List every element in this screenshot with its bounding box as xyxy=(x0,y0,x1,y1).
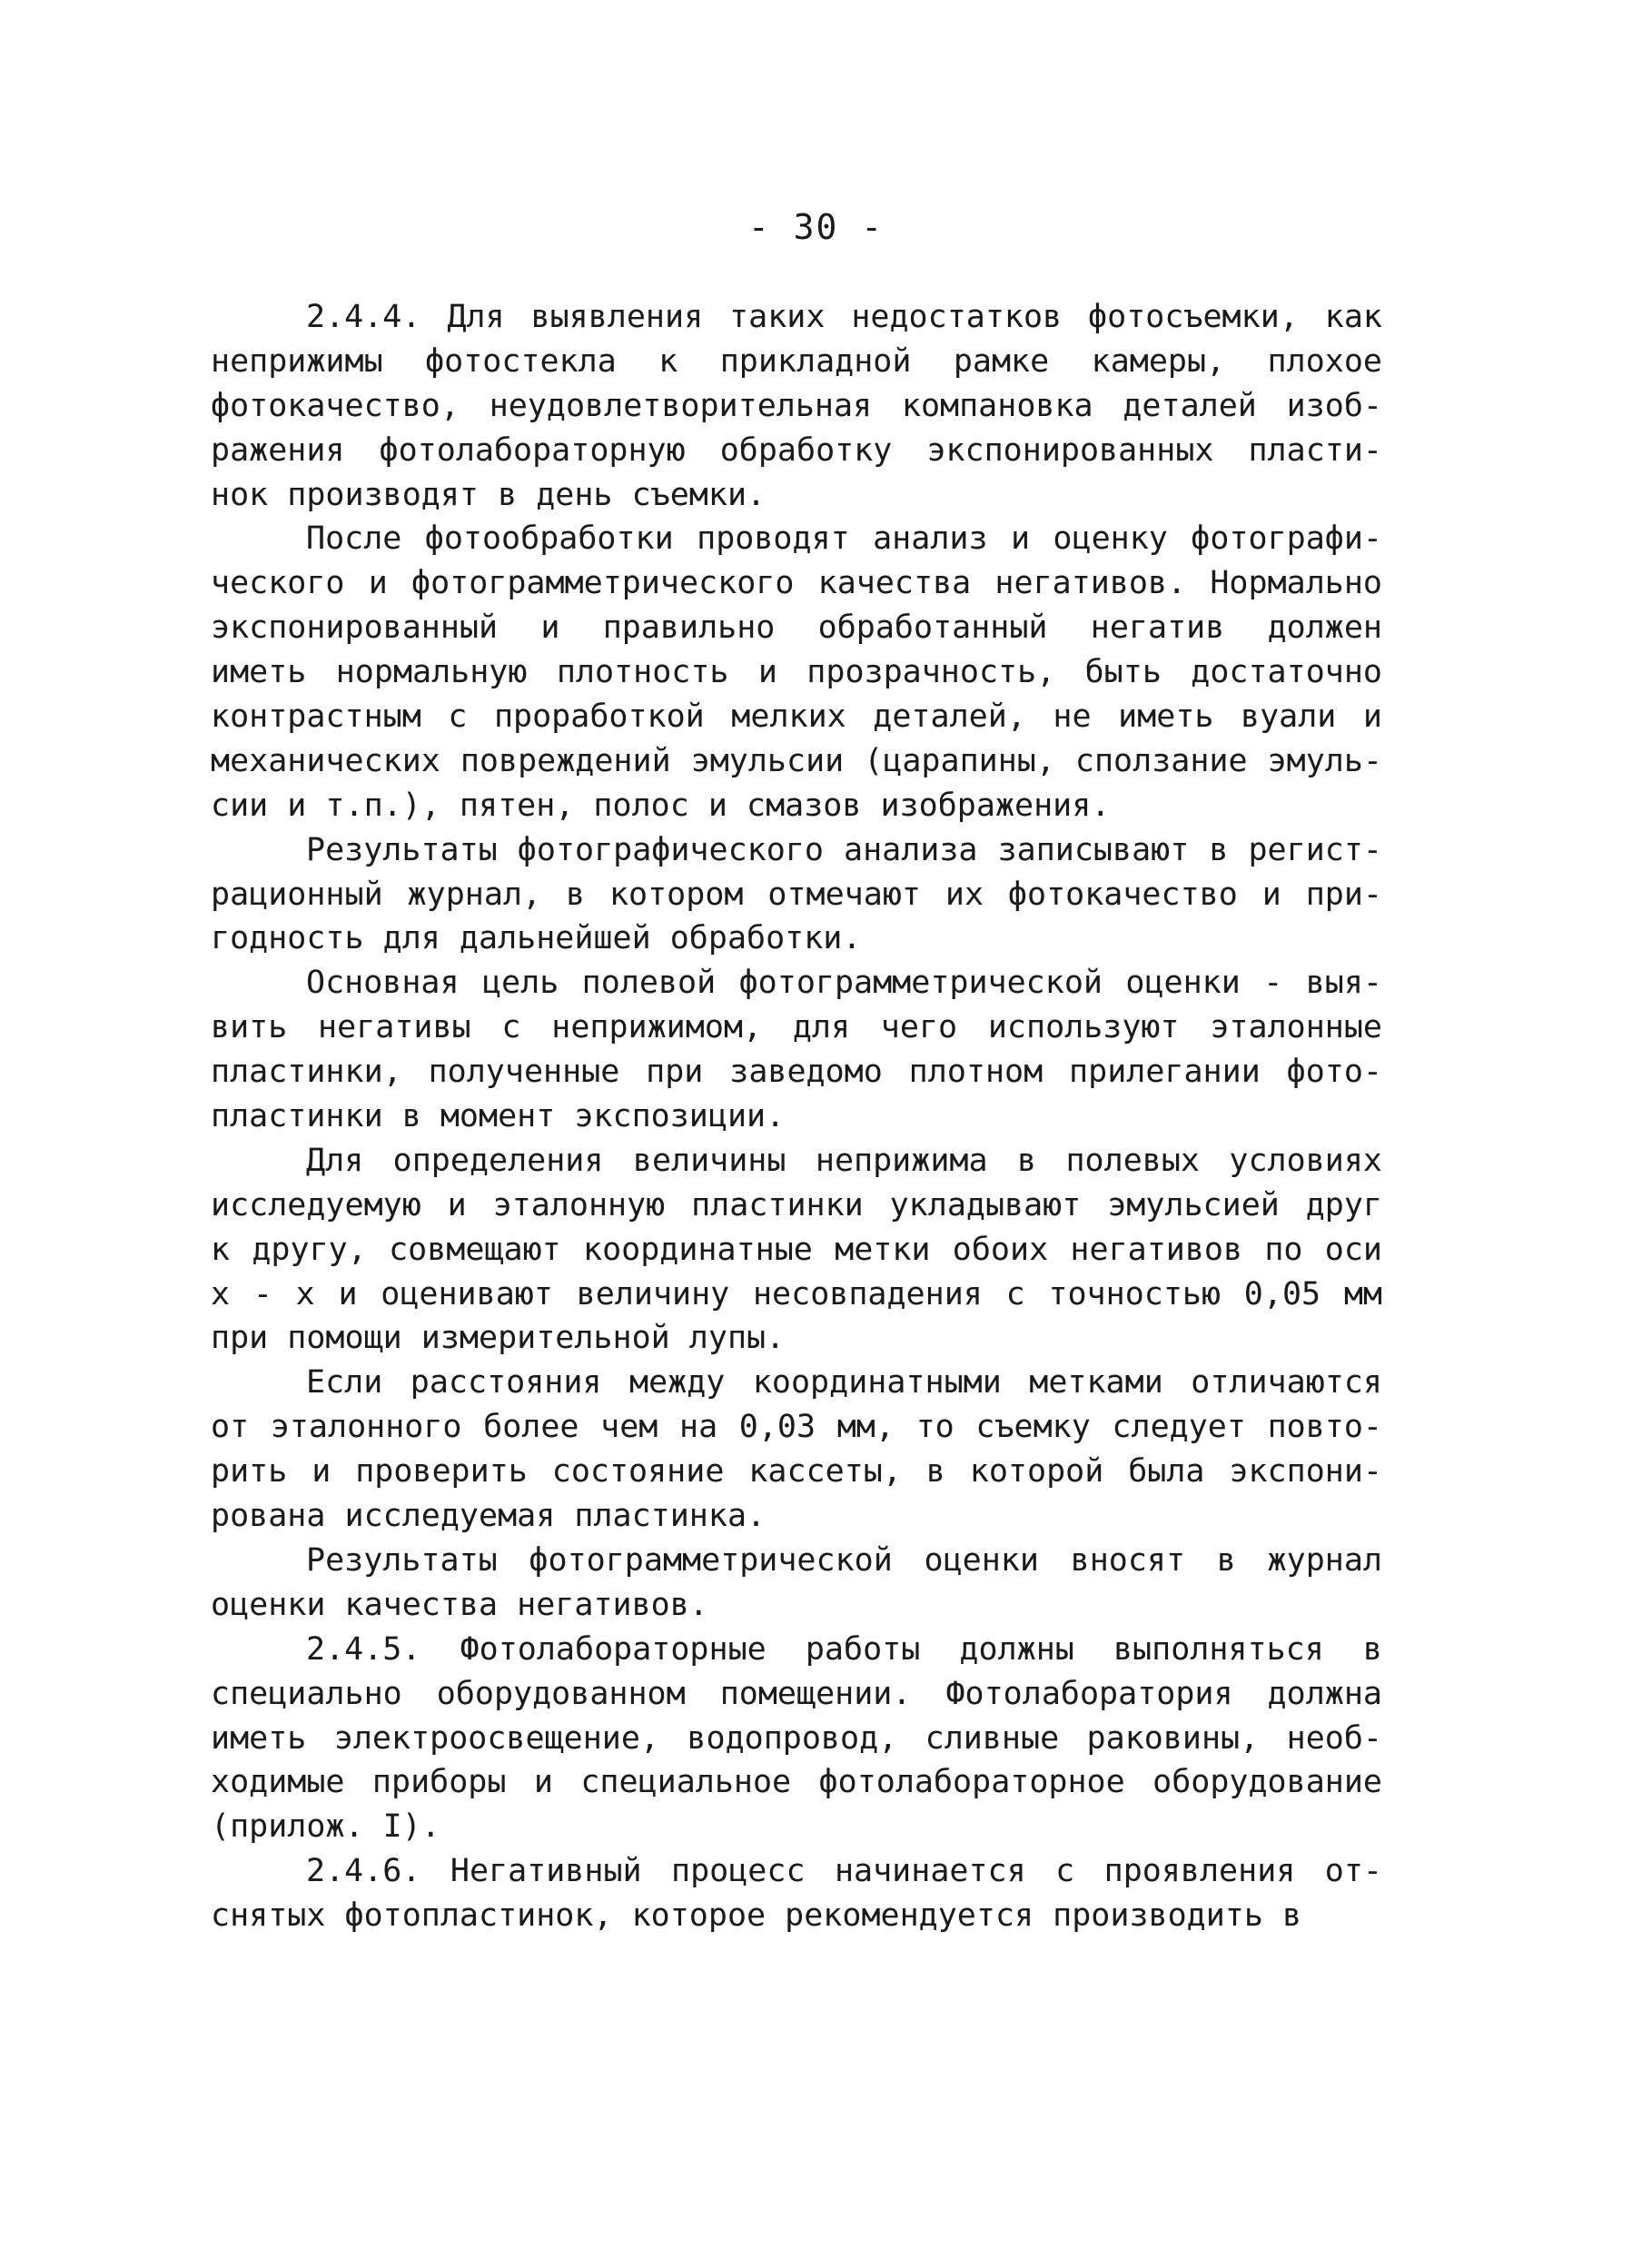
paragraph xyxy=(211,961,1382,1139)
text-line: годность для дальнейшей обработки. xyxy=(211,920,862,957)
text-line: ческого и фотограмметрического качества негативов. Нормально xyxy=(211,565,1382,602)
text-line: рована исследуемая пластинка. xyxy=(211,1498,767,1535)
paragraph xyxy=(211,1628,1382,1849)
text-line: фотокачество, неудовлетворительная компановка деталей изоб- xyxy=(211,387,1382,424)
text-line: оценки качества негативов. xyxy=(211,1586,708,1623)
text-line: экспонированный и правильно обработанный негатив должен xyxy=(211,609,1382,647)
paragraph xyxy=(211,1361,1382,1539)
text-line: сии и т.п.), пятен, полос и смазов изображения. xyxy=(211,787,1111,824)
text-line: 2.4.5. Фотолабораторные работы должны выполняться в xyxy=(306,1630,1382,1668)
paragraph xyxy=(211,295,1382,517)
paragraph xyxy=(211,1139,1382,1361)
body-text xyxy=(211,295,1382,1938)
text-line: После фотообработки проводят анализ и оценку фотографи- xyxy=(306,520,1382,558)
text-line: вить негативы с неприжимом, для чего используют эталонные xyxy=(211,1009,1382,1046)
text-line: рационный журнал, в котором отмечают их фотокачество и при- xyxy=(211,876,1382,913)
text-line: 2.4.6. Негативный процесс начинается с проявления от- xyxy=(306,1853,1382,1890)
text-line: (прилож. I). xyxy=(211,1808,440,1846)
text-line: Результаты фотографического анализа записывают в регист- xyxy=(306,831,1382,868)
text-line: х - х и оценивают величину несовпадения с точностью 0,05 мм xyxy=(211,1275,1382,1312)
text-line: пластинки в момент экспозиции. xyxy=(211,1098,786,1135)
text-line: ражения фотолабораторную обработку экспонированных пласти- xyxy=(211,431,1382,469)
text-line: неприжимы фотостекла к прикладной рамке камеры, плохое xyxy=(211,342,1382,380)
text-line: Для определения величины неприжима в полевых условиях xyxy=(306,1142,1382,1179)
text-line: рить и проверить состояние кассеты, в которой была экспони- xyxy=(211,1453,1382,1491)
paragraph xyxy=(211,828,1382,962)
text-line: Основная цель полевой фотограмметрической оценки - выя- xyxy=(306,965,1382,1002)
paragraph xyxy=(211,1849,1382,1938)
text-line: нок производят в день съемки. xyxy=(211,476,767,513)
page-number: - 30 - xyxy=(747,207,885,247)
text-line: к другу, совмещают координатные метки обоих негативов по оси xyxy=(211,1231,1382,1268)
text-line: от эталонного более чем на 0,03 мм, то съемку следует повто- xyxy=(211,1409,1382,1446)
text-line: снятых фотопластинок, которое рекомендуется производить в xyxy=(211,1897,1302,1935)
text-line: Если расстояния между координатными метками отличаются xyxy=(306,1364,1382,1401)
text-line: ходимые приборы и специальное фотолабораторное оборудование xyxy=(211,1764,1382,1801)
text-line: Результаты фотограмметрической оценки вносят в журнал xyxy=(306,1541,1382,1579)
text-line: механических повреждений эмульсии (царапины, сползание эмуль- xyxy=(211,742,1382,779)
paragraph xyxy=(211,1539,1382,1628)
text-line: пластинки, полученные при заведомо плотном прилегании фото- xyxy=(211,1054,1382,1091)
text-line: исследуемую и эталонную пластинки укладывают эмульсией друг xyxy=(211,1186,1382,1223)
paragraph xyxy=(211,517,1382,827)
text-line: иметь электроосвещение, водопровод, сливные раковины, необ- xyxy=(211,1719,1382,1757)
text-line: иметь нормальную плотность и прозрачность, быть достаточно xyxy=(211,654,1382,691)
text-line: при помощи измерительной лупы. xyxy=(211,1320,786,1357)
text-line: специально оборудованном помещении. Фотолаборатория должна xyxy=(211,1675,1382,1712)
text-line: 2.4.4. Для выявления таких недостатков фотосъемки, как xyxy=(306,299,1382,335)
text-line: контрастным с проработкой мелких деталей, не иметь вуали и xyxy=(211,698,1382,736)
